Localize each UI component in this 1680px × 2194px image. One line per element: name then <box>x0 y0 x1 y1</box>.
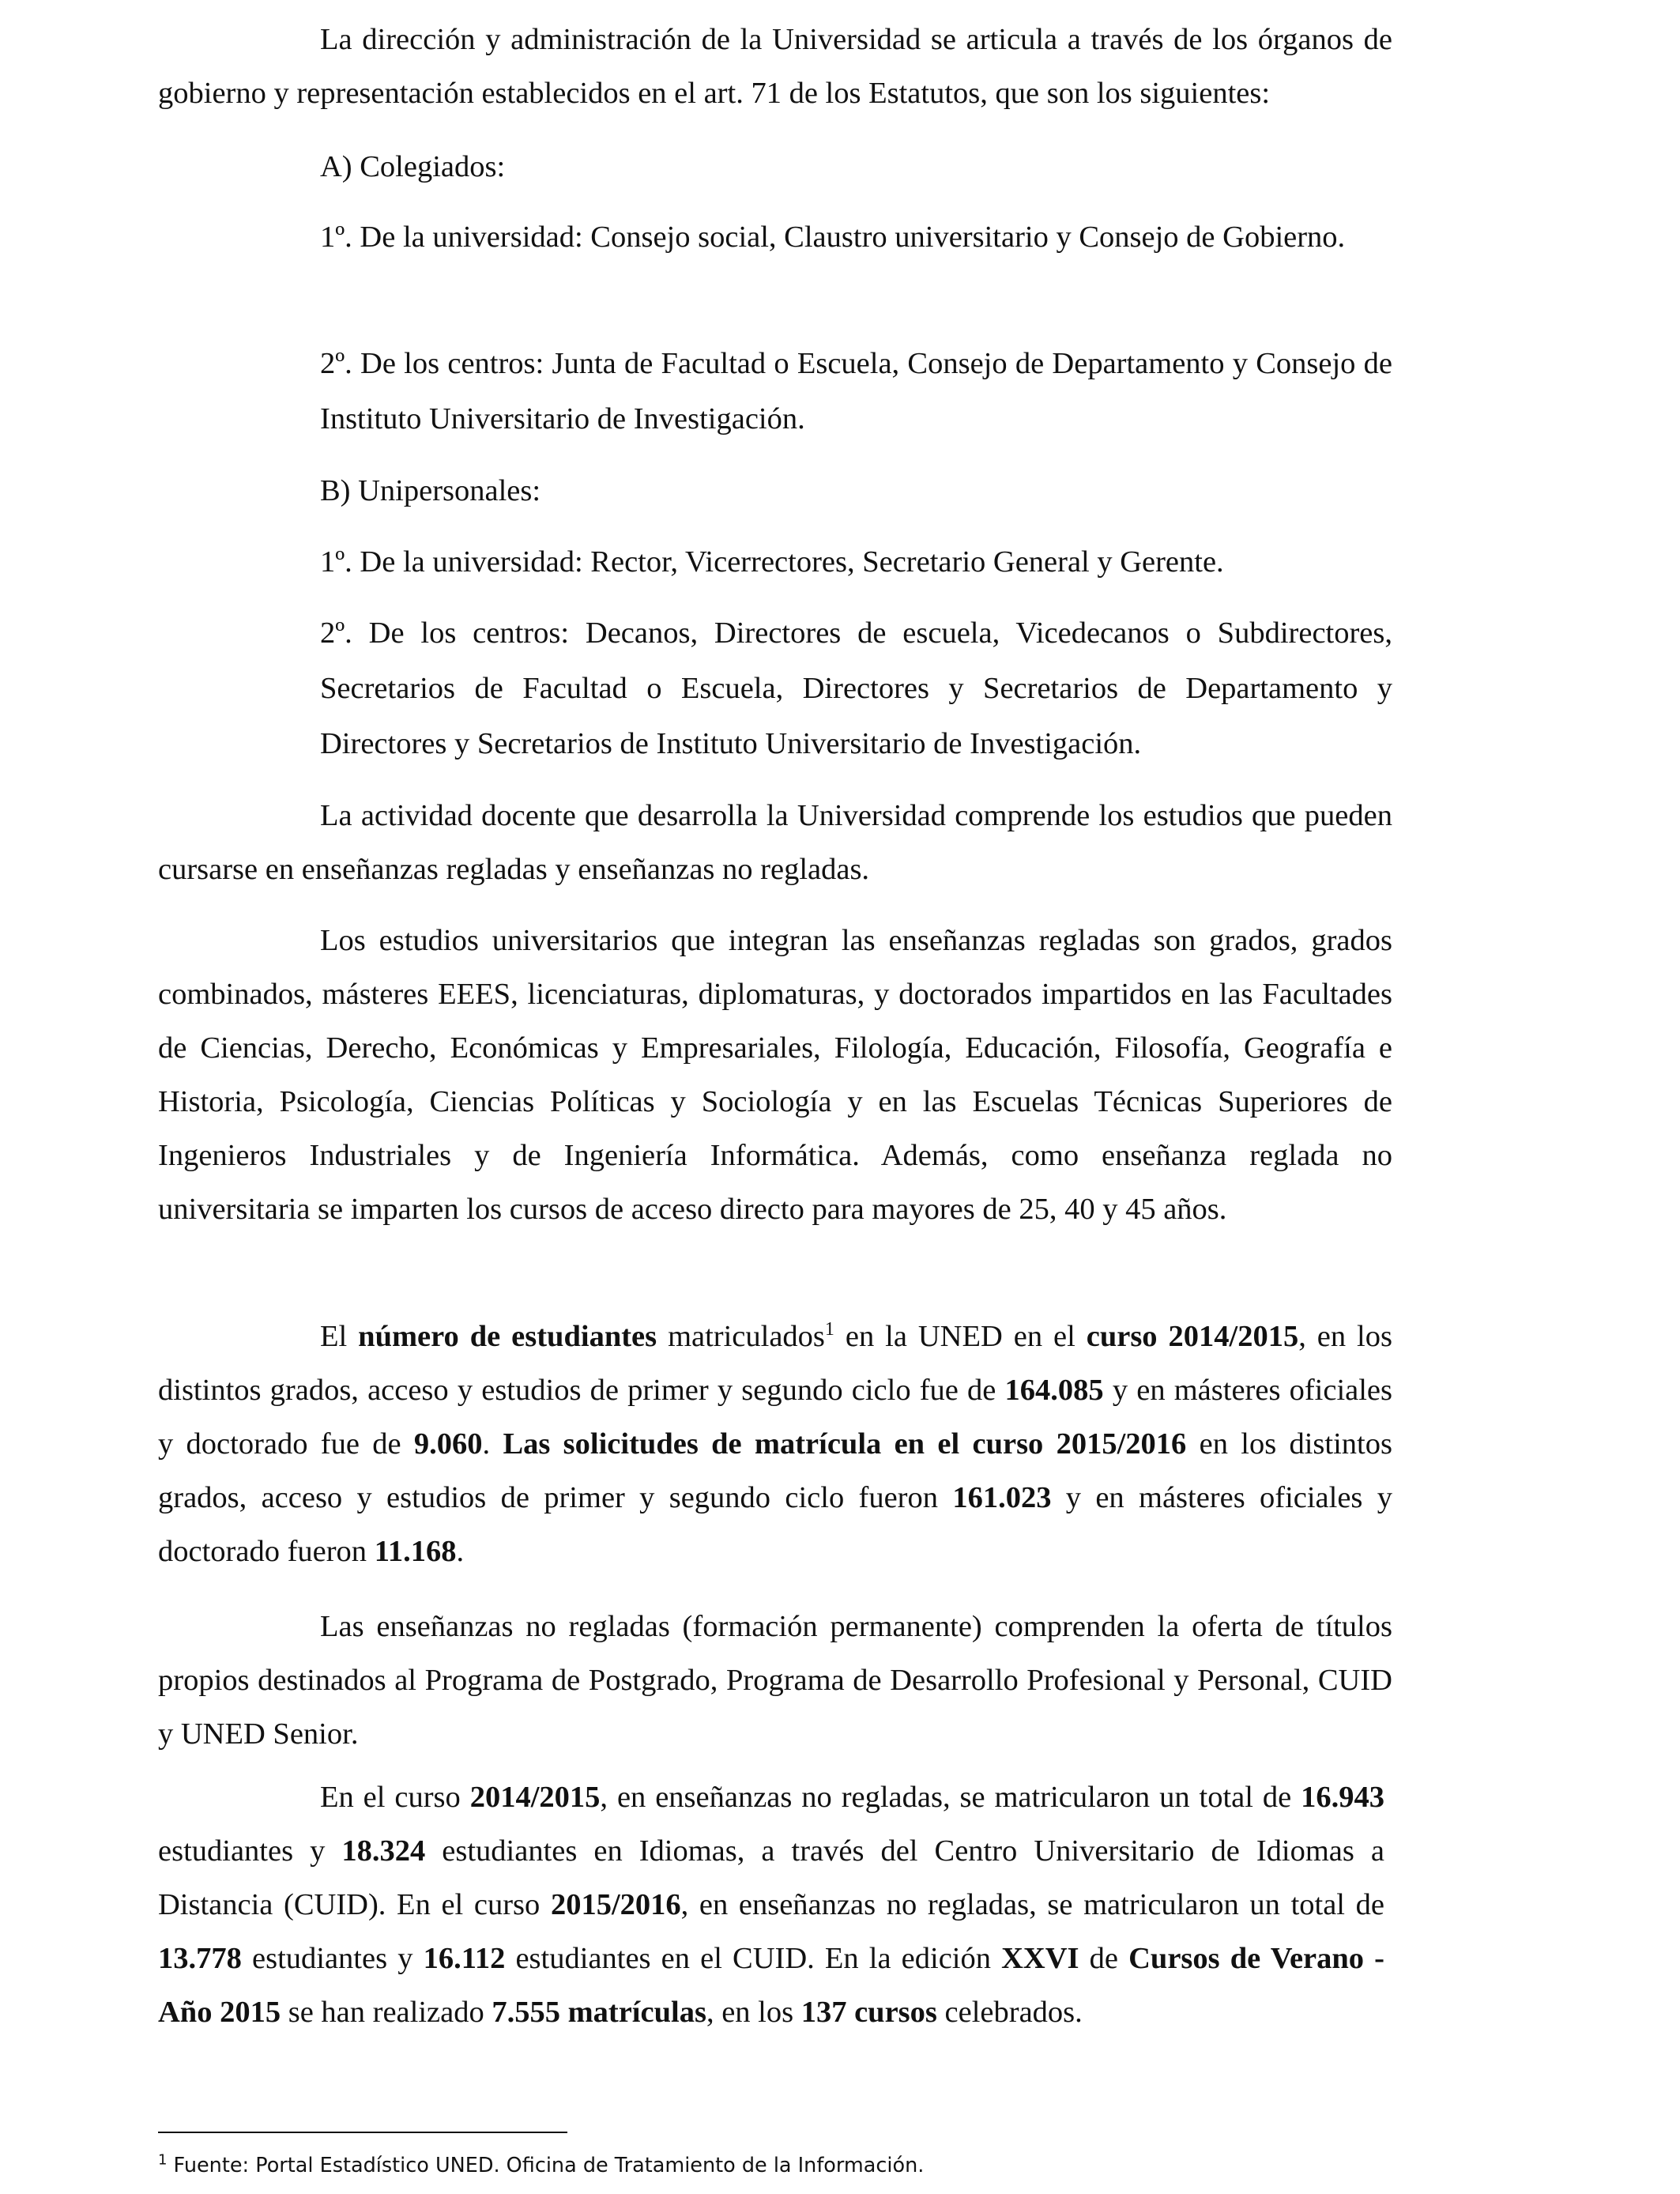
list-item-unipersonales-centros: 2º. De los centros: Decanos, Directores de escuela, Vicedecanos o Subdirectores, Secretarios de Facultad o Escuela, Directores y Secretarios de Departamento y Directores y Secretarios de Instituto Universitario de Investigación. <box>320 616 1392 760</box>
heading-colegiados: A) Colegiados: <box>320 150 506 183</box>
paragraph-estudios-universitarios: Los estudios universitarios que integran las enseñanzas regladas son grados, grados combinados, másteres EEES, licenciaturas, diplomaturas, y doctorados impartidos en las Facultades de Ciencias, Derecho, Económicas y Empresariales, Filología, Educación, Filosofía, Geografía e Historia, Psicología, Ciencias Políticas y Sociología y en las Escuelas Técnicas Superiores de Ingenieros Industriales y de Ingeniería Informática. Además, como enseñanza reglada no universitaria se imparten los cursos de acceso directo para mayores de 25, 40 y 45 años. <box>158 924 1392 1226</box>
footnote-separator <box>158 2132 567 2133</box>
footnote <box>158 2150 1422 2181</box>
paragraph-actividad-docente: La actividad docente que desarrolla la Universidad comprende los estudios que pueden cursarse en enseñanzas regladas y enseñanzas no regladas. <box>158 799 1392 886</box>
paragraph-organos: La dirección y administración de la Universidad se articula a través de los órganos de gobierno y representación establecidos en el art. 71 de los Estatutos, que son los siguientes: <box>158 23 1392 110</box>
heading-unipersonales: B) Unipersonales: <box>320 474 541 507</box>
paragraph-numero-estudiantes: El número de estudiantes matriculados$^1$ en la UNED en el curso 2014/2015, en los distintos grados, acceso y estudios de primer y segundo ciclo fue de 164.085 y en másteres oficiales y doctorado fue de 9.060. Las solicitudes de matrícula en el curso 2015/2016 en los distintos grados, acceso y estudios de primer y segundo ciclo fueron 161.023 y en másteres oficiales y doctorado fueron 11.168. <box>158 1319 1392 1568</box>
paragraph-curso-matriculas: En el curso 2014/2015, en enseñanzas no regladas, se matricularon un total de 16.943 estudiantes y 18.324 estudiantes en Idiomas, a través del Centro Universitario de Idiomas a Distancia (CUID). En el curso 2015/2016, en enseñanzas no regladas, se matricularon un total de 13.778 estudiantes y 16.112 estudiantes en el CUID. En la edición XXVI de Cursos de Verano - Año 2015 se han realizado 7.555 matrículas, en los 137 cursos celebrados. <box>158 1781 1384 2029</box>
list-item-colegiados-centros: 2º. De los centros: Junta de Facultad o Escuela, Consejo de Departamento y Consejo de Instituto Universitario de Investigación. <box>320 347 1392 435</box>
list-item-unipersonales-universidad: 1º. De la universidad: Rector, Vicerrectores, Secretario General y Gerente. <box>320 545 1224 579</box>
footnote-reference: 1 <box>824 1319 834 1340</box>
footnote-text: Fuente: Portal Estadístico UNED. Oficina de Tratamiento de la Información. <box>167 2154 925 2177</box>
footnote-mark: 1 <box>158 2151 168 2169</box>
list-item-colegiados-universidad: 1º. De la universidad: Consejo social, Claustro universitario y Consejo de Gobierno. <box>320 221 1346 254</box>
paragraph-ensenanzas-no-regladas: Las enseñanzas no regladas (formación permanente) comprenden la oferta de títulos propios destinados al Programa de Postgrado, Programa de Desarrollo Profesional y Personal, CUID y UNED Senior. <box>158 1610 1392 1751</box>
